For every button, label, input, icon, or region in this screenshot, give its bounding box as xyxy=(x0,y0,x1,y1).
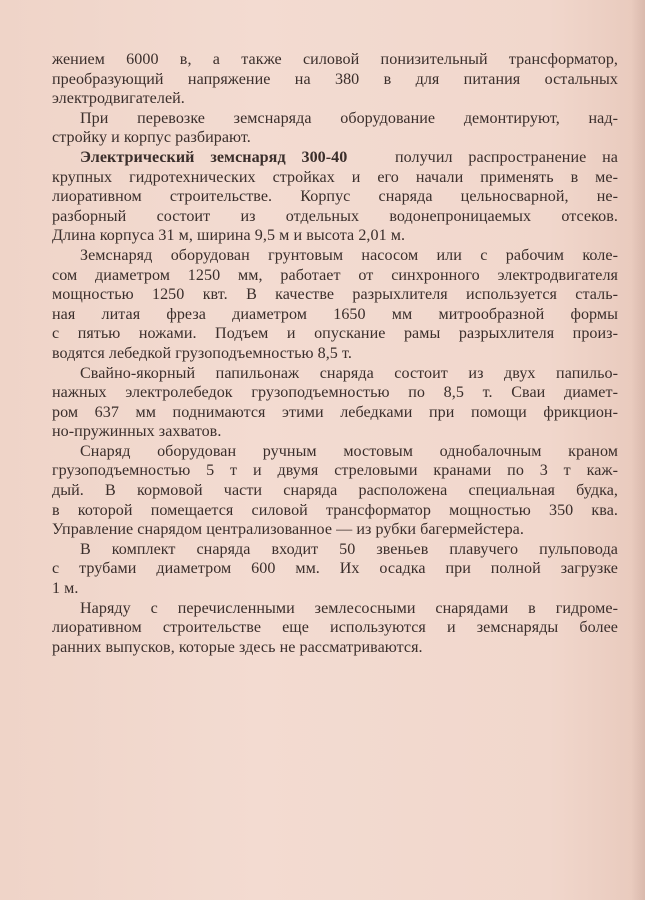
text-line: разборный состоит из отдельных водонепроницаемых отсеков. xyxy=(52,207,618,225)
text-line: стройку и корпус разбирают. xyxy=(52,129,251,147)
text-line: В комплект снаряда входит 50 звеньев плавучего пульповода xyxy=(80,540,618,558)
text-line: ром 637 мм поднимаются этими лебедками при помощи фрикцион- xyxy=(52,403,618,421)
text-line: с пятью ножами. Подъем и опускание рамы разрыхлителя произ- xyxy=(52,325,618,343)
text-line: 1 м. xyxy=(52,580,79,598)
text-line: дый. В кормовой части снаряда расположена специальная будка, xyxy=(52,482,618,500)
text-line: сом диаметром 1250 мм, работает от синхронного электродвигателя xyxy=(52,266,618,284)
text-line: Снаряд оборудован ручным мостовым однобалочным краном xyxy=(80,442,618,460)
text-line: нажных электролебедок грузоподъемностью по 8,5 т. Сваи диамет- xyxy=(52,384,618,402)
text-line: водятся лебедкой грузоподъемностью 8,5 т. xyxy=(52,344,352,362)
text-line: преобразующий напряжение на 380 в для питания остальных xyxy=(52,70,618,88)
section-heading: Электрический земснаряд 300-40 xyxy=(80,148,348,166)
paragraph-8 xyxy=(52,599,618,658)
text-line: Длина корпуса 31 м, ширина 9,5 м и высота 2,01 м. xyxy=(52,227,406,245)
text-line: мощностью 1250 квт. В качестве разрыхлителя используется сталь- xyxy=(52,286,618,304)
page-edge-shadow xyxy=(631,0,645,900)
text-line-part: получил распространение на xyxy=(394,148,619,166)
text-line: Земснаряд оборудован грунтовым насосом или с рабочим коле- xyxy=(80,246,618,264)
text-line: Свайно-якорный папильонаж снаряда состоит из двух папильо- xyxy=(80,364,618,382)
paragraph-6 xyxy=(52,442,618,540)
text-line: лиоративном строительстве еще используются и земснаряды более xyxy=(52,619,618,637)
text-line: Управление снарядом централизованное — из рубки багермейстера. xyxy=(52,521,524,539)
text-line: лиоративном строительстве. Корпус снаряда цельносварной, не- xyxy=(52,188,618,206)
text-line: но-пружинных захватов. xyxy=(52,423,222,441)
paragraph-2 xyxy=(52,109,618,148)
text-line: крупных гидротехнических стройках и его начали применять в ме- xyxy=(52,168,618,186)
text-line: электродвигателей. xyxy=(52,90,185,108)
text-line: ная литая фреза диаметром 1650 мм митрообразной формы xyxy=(52,305,618,323)
text-line: с трубами диаметром 600 мм. Их осадка при полной загрузке xyxy=(52,560,618,578)
paragraph-5 xyxy=(52,364,618,442)
paragraph-4 xyxy=(52,246,618,364)
text-line: жением 6000 в, а также силовой понизительный трансформатор, xyxy=(52,51,618,68)
paragraph-3 xyxy=(52,148,618,246)
text-line xyxy=(52,148,618,168)
paragraph-1 xyxy=(52,50,618,109)
text-line: При перевозке земснаряда оборудование демонтируют, над- xyxy=(80,109,618,127)
text-line: в которой помещается силовой трансформатор мощностью 350 ква. xyxy=(52,501,618,519)
text-line: ранних выпусков, которые здесь не рассматриваются. xyxy=(52,638,423,656)
text-line: грузоподъемностью 5 т и двумя стреловыми кранами по 3 т каж- xyxy=(52,462,618,480)
text-line: Наряду с перечисленными землесосными снарядами в гидроме- xyxy=(80,599,618,617)
paragraph-7 xyxy=(52,540,618,599)
page-text xyxy=(52,50,618,657)
